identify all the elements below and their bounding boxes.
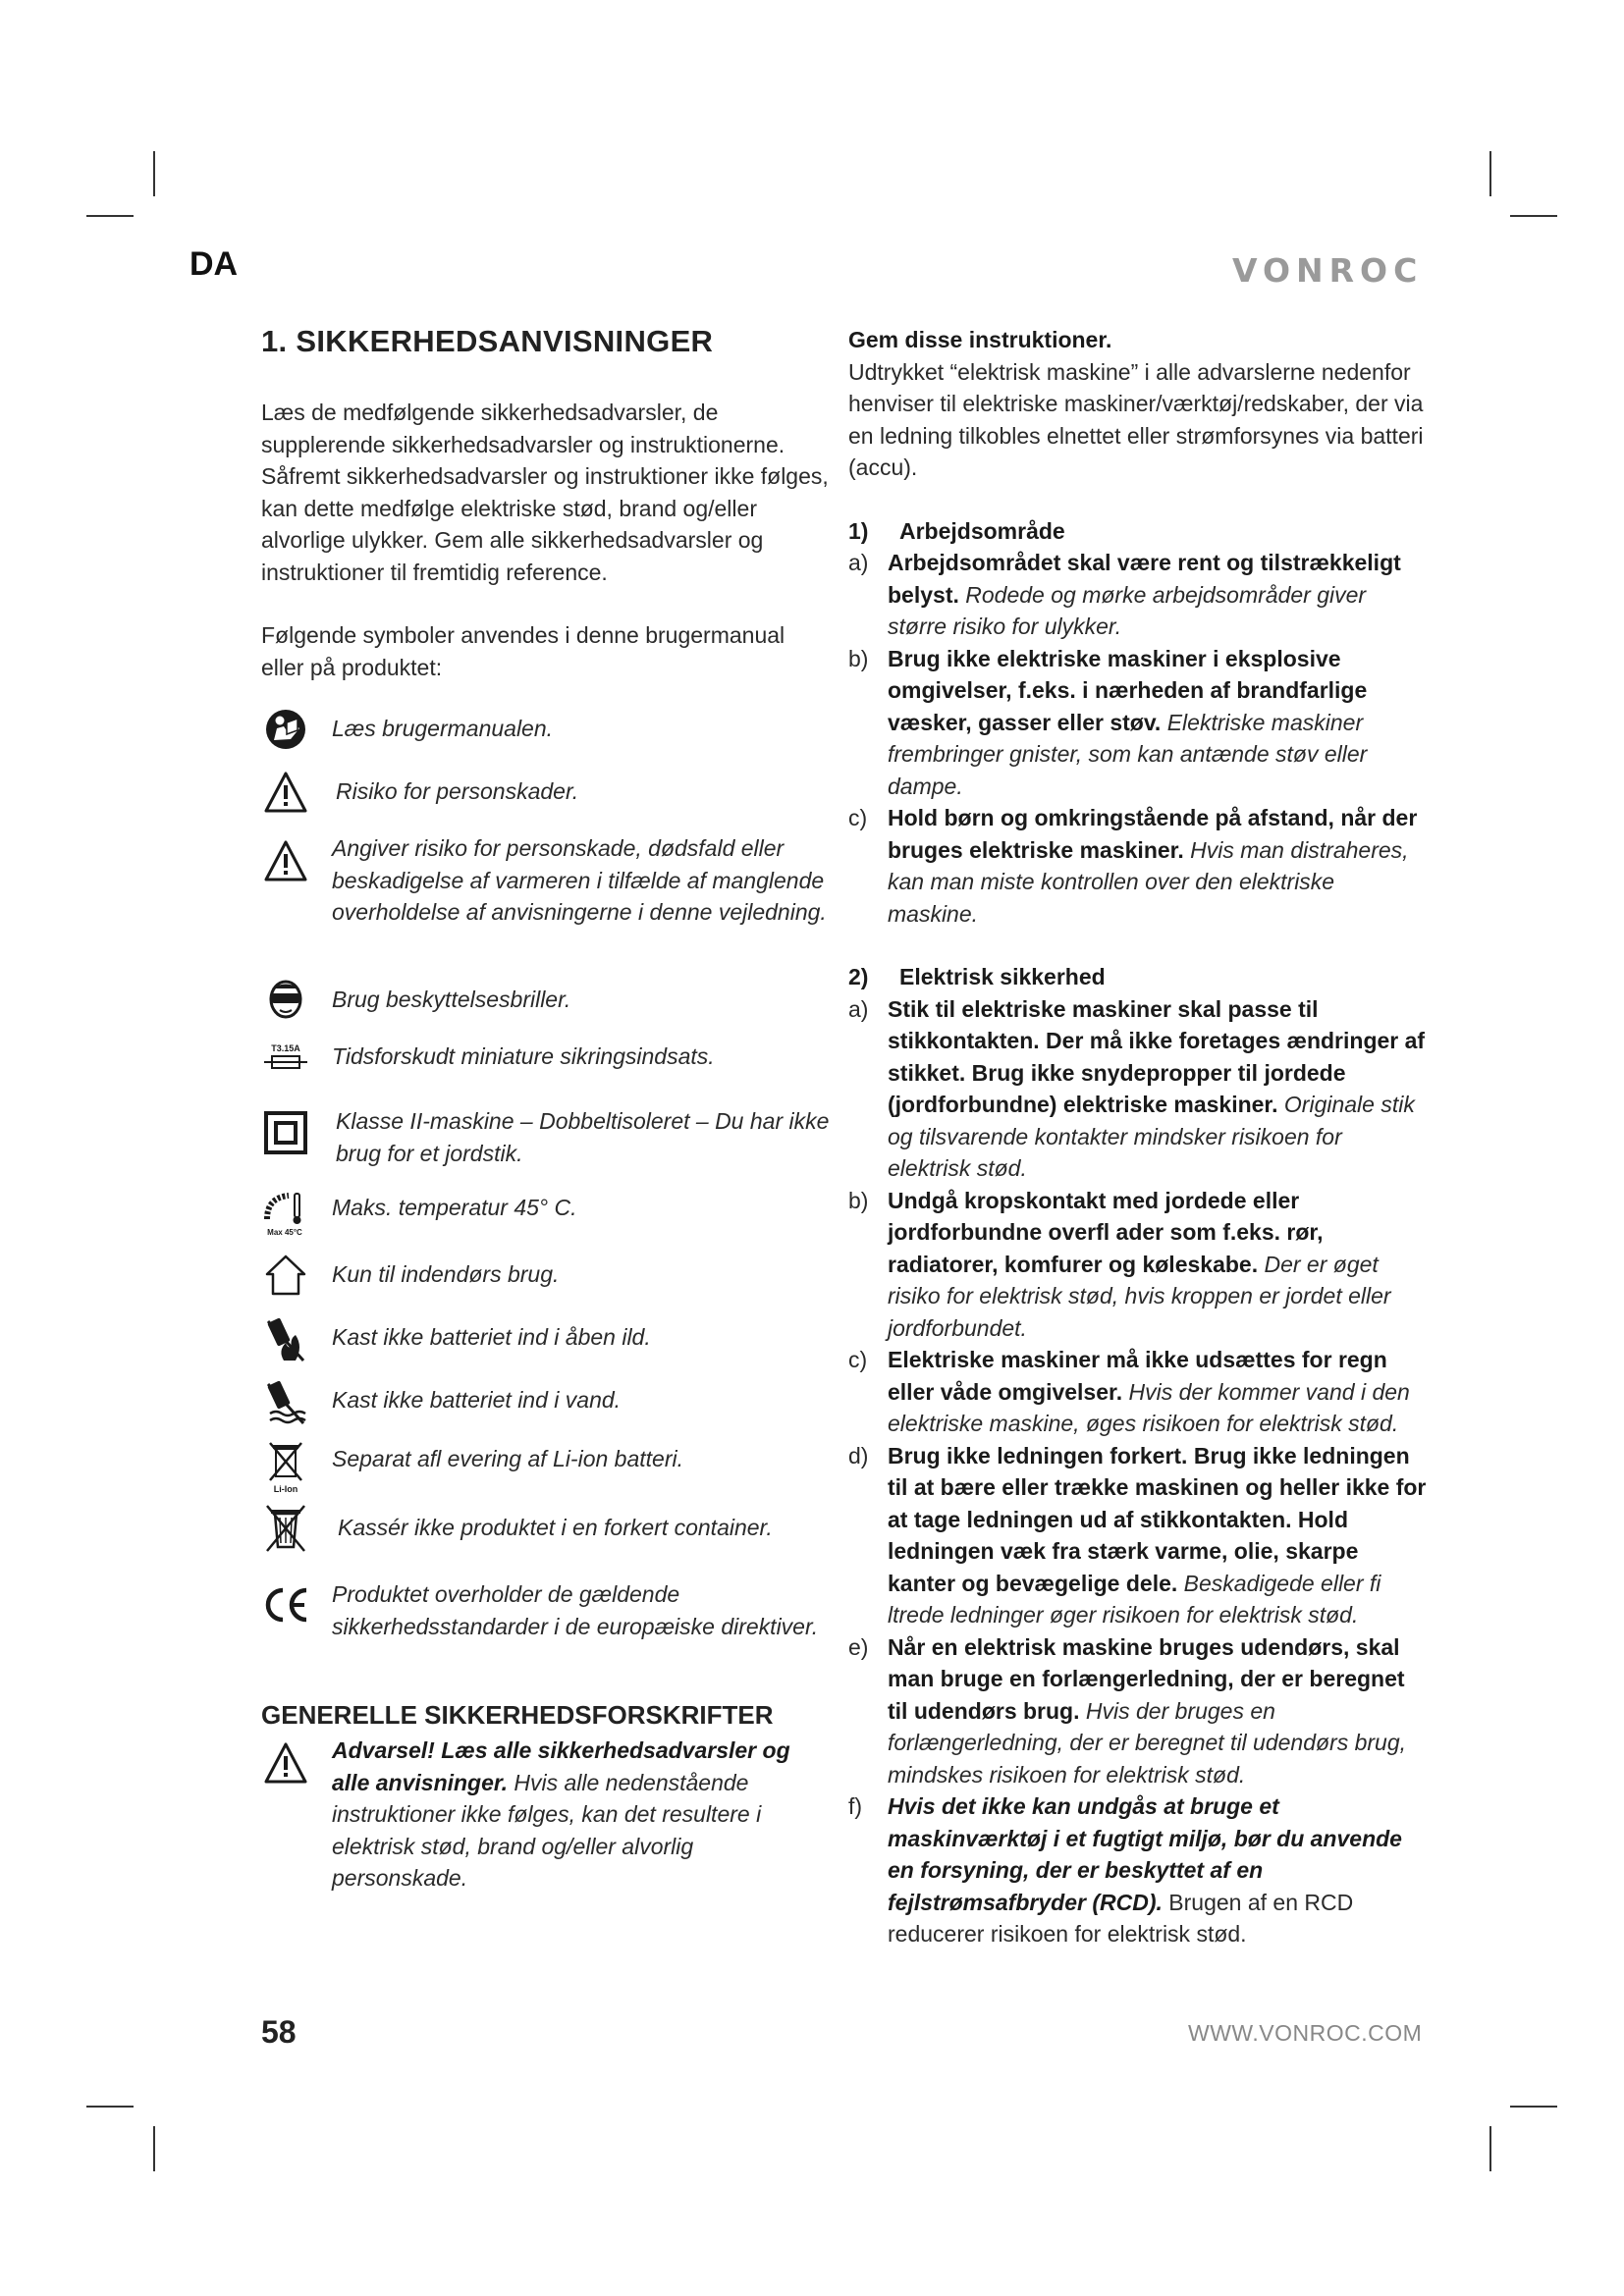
symbol-row bbox=[261, 1105, 831, 1188]
symbol-text: Angiver risiko for personskade, dødsfald eller beskadigelse af varmeren i tilfælde af manglende overholdelse af anvisningerne i denne vejledning. bbox=[332, 835, 827, 925]
max-temperature-icon bbox=[261, 1188, 310, 1237]
general-title: GENERELLE SIKKERHEDSFORSKRIFTER bbox=[261, 1700, 774, 1730]
symbol-list bbox=[261, 707, 831, 1700]
symbol-row bbox=[261, 1041, 831, 1105]
page-number: 58 bbox=[261, 2014, 297, 2050]
item-text bbox=[888, 802, 1428, 930]
item-text bbox=[888, 547, 1428, 643]
list-item bbox=[848, 993, 1428, 1185]
class-ii-icon bbox=[261, 1105, 310, 1154]
warning-triangle-icon bbox=[261, 1735, 310, 1784]
item-label: d) bbox=[848, 1442, 869, 1468]
item-italic: Der er øget risiko for elektrisk stød, hvis kroppen er jordet eller jordforbundet. bbox=[888, 1251, 1391, 1341]
svg-text:T3.15A: T3.15A bbox=[271, 1043, 300, 1053]
list-item bbox=[848, 1185, 1428, 1345]
svg-text:Li-Ion: Li-Ion bbox=[273, 1484, 298, 1494]
symbol-row bbox=[261, 1251, 831, 1313]
item-text bbox=[888, 1631, 1428, 1791]
crop-mark bbox=[86, 2106, 134, 2108]
symbol-row bbox=[261, 1439, 831, 1502]
section-name: Elektrisk sikkerhed bbox=[899, 964, 1106, 989]
item-bold: Hold børn og omkringstående på afstand, når der bruges elektriske maskiner. bbox=[888, 805, 1418, 863]
item-italic: Hvis der kommer vand i den elektriske maskine, øges risikoen for elektrisk stød. bbox=[888, 1378, 1410, 1436]
symbols-intro: Følgende symboler anvendes i denne brugermanual eller på produktet: bbox=[261, 622, 785, 680]
symbol-text: Kassér ikke produktet i en forkert container. bbox=[338, 1515, 773, 1540]
symbol-row bbox=[261, 1502, 831, 1578]
item-text bbox=[888, 1790, 1428, 1950]
crop-mark bbox=[1510, 215, 1557, 217]
symbol-row bbox=[261, 832, 831, 978]
safety-goggles-icon bbox=[261, 978, 310, 1021]
symbol-row bbox=[261, 1188, 831, 1251]
item-label: b) bbox=[848, 645, 869, 671]
list-item bbox=[848, 802, 1428, 930]
crop-mark bbox=[153, 151, 155, 196]
symbol-text: Produktet overholder de gældende sikkerhedsstandarder i de europæiske direktiver. bbox=[332, 1581, 819, 1639]
symbol-text: Klasse II-maskine – Dobbeltisoleret – Du har ikke brug for et jordstik. bbox=[336, 1108, 830, 1166]
item-bold: Elektriske maskiner må ikke udsættes for regn eller våde omgivelser. bbox=[888, 1347, 1387, 1405]
item-italic: Hvis der bruges en forlængerledning, der er beregnet til udendørs brug, mindskes risikoen for elektrisk stød. bbox=[888, 1697, 1407, 1788]
general-warning bbox=[261, 1735, 831, 1895]
section-number: 2) bbox=[848, 964, 869, 989]
brand-logo: VONROC bbox=[1232, 251, 1424, 290]
indoor-use-icon bbox=[261, 1251, 310, 1298]
symbol-row bbox=[261, 770, 831, 832]
item-text bbox=[888, 1185, 1428, 1345]
save-text: Udtrykket “elektrisk maskine” i alle advarslerne nedenfor henviser til elektriske maskiner/værktøj/redskaber, der via en ledning tilkobles elnettet eller strømforsynes via batteri (accu). bbox=[848, 358, 1424, 480]
section-number: 1) bbox=[848, 517, 869, 544]
item-bold: Arbejdsområdet skal være rent og tilstrækkeligt belyst. bbox=[888, 550, 1401, 608]
list-item bbox=[848, 1790, 1428, 1950]
list-item bbox=[848, 1440, 1428, 1631]
symbol-text: Kast ikke batteriet ind i åben ild. bbox=[332, 1324, 651, 1350]
item-label: a) bbox=[848, 550, 869, 575]
list-item bbox=[848, 547, 1428, 643]
item-bold-italic: Hvis det ikke kan undgås at bruge et maskinværktøj i et fugtigt miljø, bør du anvende en forsyning, der er beskyttet af en fejlstrømsafbryder (RCD). bbox=[888, 1793, 1402, 1915]
item-bold: Stik til elektriske maskiner skal passe til stikkontakten. Der må ikke foretages ændringer af stikket. Brug ikke snydepropper til jordede (jordforbundne) elektriske maskiner. bbox=[888, 995, 1426, 1117]
crop-mark bbox=[1510, 2106, 1557, 2108]
no-fire-battery-icon bbox=[261, 1313, 310, 1364]
warning-triangle-icon bbox=[261, 832, 310, 881]
warning-triangle-icon bbox=[261, 770, 310, 813]
left-column bbox=[261, 324, 831, 1895]
item-text bbox=[888, 643, 1428, 803]
section-heading bbox=[848, 961, 1428, 993]
symbol-row bbox=[261, 1578, 831, 1700]
item-bold: Brug ikke ledningen forkert. Brug ikke ledningen til at bære eller trække maskinen og heller ikke for at tage ledningen ud af stikkontakten. Hold ledningen væk fra stærk varme, olie, skarpe kanter og bevægelige dele. bbox=[888, 1442, 1427, 1596]
read-manual-icon bbox=[261, 707, 310, 750]
fuse-icon bbox=[261, 1041, 310, 1072]
section-name: Arbejdsområde bbox=[899, 517, 1065, 544]
list-item bbox=[848, 1631, 1428, 1791]
section-heading bbox=[848, 515, 1428, 548]
item-label: a) bbox=[848, 995, 869, 1022]
symbol-text: Maks. temperatur 45° C. bbox=[332, 1195, 577, 1220]
list-item bbox=[848, 643, 1428, 803]
item-text bbox=[888, 993, 1428, 1185]
website-url: WWW.VONROC.COM bbox=[1188, 2020, 1423, 2046]
item-italic: Hvis man distraheres, kan man miste kontrollen over den elektriske maskine. bbox=[888, 836, 1409, 927]
crop-mark bbox=[153, 2126, 155, 2171]
symbol-row bbox=[261, 1313, 831, 1376]
symbol-row bbox=[261, 978, 831, 1041]
item-plain: Brugen af en RCD reducerer risikoen for elektrisk stød. bbox=[888, 1889, 1354, 1947]
ce-mark-icon bbox=[261, 1578, 310, 1624]
crop-mark bbox=[1489, 2126, 1491, 2171]
symbol-text: Risiko for personskader. bbox=[336, 778, 579, 804]
item-label: e) bbox=[848, 1633, 869, 1660]
item-bold: Når en elektrisk maskine bruges udendørs, skal man bruge en forlængerledning, der er beregnet til udendørs brug. bbox=[888, 1633, 1405, 1724]
item-label: f) bbox=[848, 1793, 863, 1819]
crop-mark bbox=[86, 215, 134, 217]
li-ion-disposal-icon bbox=[261, 1439, 310, 1494]
save-title: Gem disse instruktioner. bbox=[848, 327, 1112, 352]
symbol-text: Kast ikke batteriet ind i vand. bbox=[332, 1387, 622, 1413]
item-italic: Rodede og mørke arbejdsområder giver større risiko for ulykker. bbox=[888, 581, 1367, 639]
intro-text: Læs de medfølgende sikkerhedsadvarsler, de supplerende sikkerhedsadvarsler og instruktionerne. Såfremt sikkerhedsadvarsler og instruktioner ikke følges, kan dette medfølge elektriske stød, brand og/eller alvorlige ulykker. Gem alle sikkerhedsadvarsler og instruktioner til fremtidig reference. bbox=[261, 400, 829, 585]
item-text bbox=[888, 1440, 1428, 1631]
section-title: 1. SIKKERHEDSANVISNINGER bbox=[261, 324, 714, 358]
symbol-text: Tidsforskudt miniature sikringsindsats. bbox=[332, 1043, 715, 1069]
item-label: b) bbox=[848, 1187, 869, 1213]
item-label: c) bbox=[848, 1347, 868, 1372]
general-warning-rest: Hvis alle nedenstående instruktioner ikke følges, kan det resultere i elektrisk stød, brand og/eller alvorlig personskade. bbox=[332, 1769, 762, 1891]
symbol-row bbox=[261, 707, 831, 770]
item-text bbox=[888, 1344, 1428, 1440]
item-bold: Brug ikke elektriske maskiner i eksplosive omgivelser, f.eks. i nærheden af brandfarlige væsker, gasser eller støv. bbox=[888, 645, 1368, 735]
language-code: DA bbox=[189, 245, 239, 283]
list-item bbox=[848, 1344, 1428, 1440]
svg-text:Max 45°C: Max 45°C bbox=[267, 1228, 302, 1237]
crop-mark bbox=[1489, 151, 1491, 196]
general-warning-text bbox=[332, 1735, 831, 1895]
no-water-battery-icon bbox=[261, 1376, 310, 1427]
symbol-text: Separat afl evering af Li-ion batteri. bbox=[332, 1446, 683, 1471]
item-italic: Elektriske maskiner frembringer gnister, som kan antænde støv eller dampe. bbox=[888, 709, 1368, 799]
symbol-text: Brug beskyttelsesbriller. bbox=[332, 987, 571, 1012]
symbol-text: Læs brugermanualen. bbox=[332, 716, 554, 741]
symbol-row bbox=[261, 1376, 831, 1439]
right-column bbox=[848, 324, 1428, 1950]
general-warning-bold: Advarsel! Læs alle sikkerhedsadvarsler og alle anvisninger. bbox=[332, 1737, 790, 1795]
item-italic: Beskadigede eller fi ltrede ledninger øger risikoen for elektrisk stød. bbox=[888, 1570, 1381, 1628]
item-bold: Undgå kropskontakt med jordede eller jordforbundne overfl ader som f.eks. rør, radiatorer, komfurer og køleskabe. bbox=[888, 1187, 1324, 1277]
crossed-bin-icon bbox=[261, 1502, 310, 1553]
item-label: c) bbox=[848, 805, 868, 830]
symbol-text: Kun til indendørs brug. bbox=[332, 1261, 560, 1287]
item-italic: Originale stik og tilsvarende kontakter mindsker risikoen for elektrisk stød. bbox=[888, 1092, 1415, 1181]
